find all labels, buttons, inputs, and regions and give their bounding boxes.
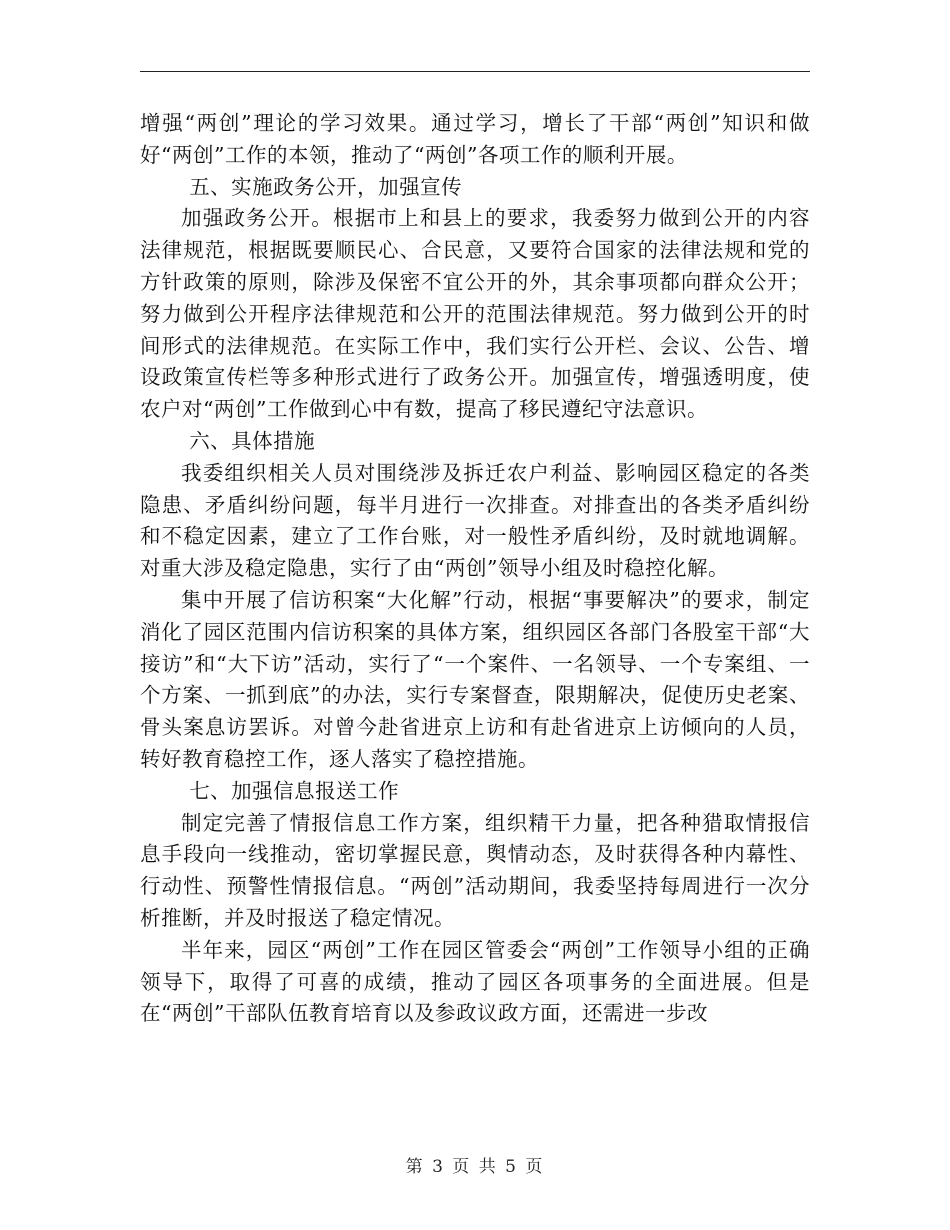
- footer-current-page: 3: [432, 1157, 445, 1177]
- section-heading-7: 七、加强信息报送工作: [189, 778, 400, 803]
- section-heading-6: 六、具体措施: [189, 428, 316, 453]
- paragraph-public-affairs: 加强政务公开。根据市上和县上的要求，我委努力做到公开的内容法律规范，根据既要顺民心、合民意，又要符合国家的法律法规和党的方针政策的原则，除涉及保密不宜公开的外，其余事项都向群众公开；努力做到公开程序法律规范和公开的范围法律规范。努力做到公开的时间形式的法律规范。在实际工作中，我们实行公开栏、会议、公告、增设政策宣传栏等多种形式进行了政务公开。加强宣传，增强透明度，使农户对“两创”工作做到心中有数，提高了移民遵纪守法意识。: [140, 206, 810, 422]
- paragraph-information-reporting: 制定完善了情报信息工作方案，组织精干力量，把各种猎取情报信息手段向一线推动，密切掌握民意，舆情动态，及时获得各种内幕性、行动性、预警性情报信息。“两创”活动期间，我委坚持每周进行一次分析推断，并及时报送了稳定情况。: [140, 810, 810, 930]
- paragraph-continuation: 增强“两创”理论的学习效果。通过学习，增长了干部“两创”知识和做好“两创”工作的本领，推动了“两创”各项工作的顺利开展。: [140, 111, 810, 167]
- paragraph-dispute-screening: 我委组织相关人员对围绕涉及拆迁农户利益、影响园区稳定的各类隐患、矛盾纠纷问题，每半月进行一次排查。对排查出的各类矛盾纠纷和不稳定因素，建立了工作台账，对一般性矛盾纠纷，及时就地调解。对重大涉及稳定隐患，实行了由“两创”领导小组及时稳控化解。: [140, 460, 810, 581]
- header-rule: [140, 71, 810, 72]
- footer-suffix: 页: [525, 1157, 545, 1177]
- document-body: [140, 108, 810, 1030]
- footer-total-pages: 5: [505, 1157, 518, 1177]
- footer-prefix: 第: [405, 1157, 425, 1177]
- section-heading-5: 五、实施政务公开，加强宣传: [189, 174, 463, 199]
- page-footer: [0, 1152, 950, 1177]
- paragraph-half-year-summary: 半年来，园区“两创”工作在园区管委会“两创”工作领导小组的正确领导下，取得了可喜的成绩，推动了园区各项事务的全面进展。但是在“两创”干部队伍教育培育以及参政议政方面，还需进一步改: [140, 937, 810, 1026]
- paragraph-petition-resolution: 集中开展了信访积案“大化解”行动，根据“事要解决”的要求，制定消化了园区范围内信访积案的具体方案，组织园区各部门各股室干部“大接访”和“大下访”活动，实行了“一个案件、一名领导、一个专案组、一个方案、一抓到底”的办法，实行专案督查，限期解决，促使历史老案、骨头案息访罢诉。对曾今赴省进京上访和有赴省进京上访倾向的人员，转好教育稳控工作，逐人落实了稳控措施。: [140, 587, 810, 771]
- footer-middle: 页 共: [452, 1157, 498, 1177]
